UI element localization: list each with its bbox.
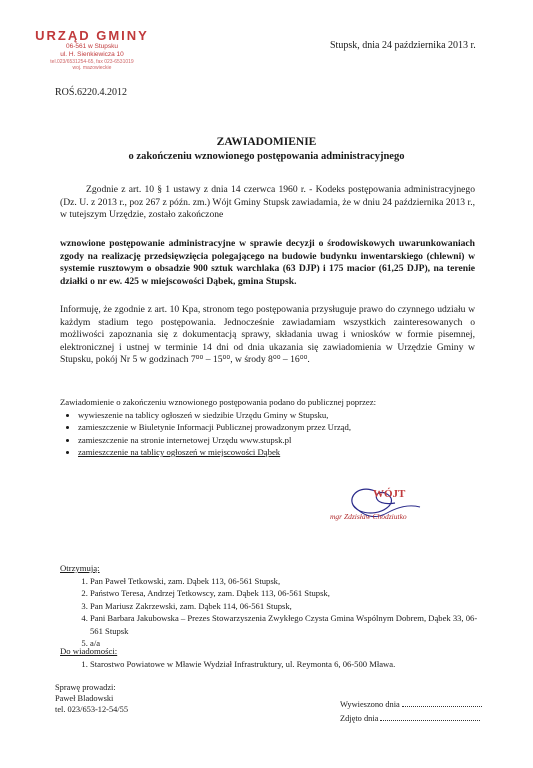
posting-row xyxy=(340,712,482,726)
document-subtitle: o zakończeniu wznowionego postępowania administracyjnego xyxy=(128,151,405,162)
handler-label: Sprawę prowadzi: xyxy=(55,683,116,692)
paragraph-rights: Informuję, że zgodnie z art. 10 Kpa, stronom tego postępowania przysługuje prawo do czynnego udziału w każdym stadium tego postępowania. Jednocześnie zawiadamiam wszystkich zainteresowanych o możliwości zapoznania się z dokumentacją sprawy, składania uwag i wniosków w formie pisemnej, elektronicznej i ustnej w terminie 14 dni od dnia ukazania się zawiadomienia w Urzędzie Gminy w Stupsku, pokój Nr 5 w godzinach 7⁰⁰ – 15⁰⁰, w środy 8⁰⁰ – 16⁰⁰. xyxy=(60,304,475,365)
removed-label: Zdjęto dnia xyxy=(340,714,379,723)
stamp-line: woj. mazowieckie xyxy=(72,65,112,71)
removed-line xyxy=(380,720,480,721)
paragraph-subject: wznowione postępowanie administracyjne w sprawie decyzji o środowiskowych uwarunkowaniach zgody na realizację przedsięwzięcia polegającego na budowie budynku inwentarskiego (chlewni) w systemie rusztowym o obsadzie 900 sztuk warchlaka (63 DJP) i 175 macior (61,25 DJP), na terenie działki o nr ew. 425 w miejscowości Dąbek, gmina Stupsk. xyxy=(60,238,475,287)
signature-mark xyxy=(325,473,435,543)
reference-number: ROŚ.6220.4.2012 xyxy=(55,87,127,98)
posted-line xyxy=(402,706,482,707)
stamp-name: URZĄD GMINY xyxy=(35,28,149,43)
signature-name: mgr Zdzisław Chodziutko xyxy=(330,512,407,521)
recipients-list xyxy=(60,575,480,650)
list-item: • zamieszczenie na stronie internetowej Urzędu www.stupsk.pl xyxy=(78,434,475,447)
list-item: 3. Pan Mariusz Zakrzewski, zam. Dąbek 114, 06-561 Stupsk, xyxy=(90,600,480,613)
publication-section xyxy=(60,396,475,459)
posting-row xyxy=(340,698,482,712)
stamp-line: 06-561 w Stupsku xyxy=(65,43,119,50)
stamp-line: ul. H. Sienkiewicza 10 xyxy=(60,51,124,58)
posting-info xyxy=(340,698,482,726)
list-item: 5. a/a xyxy=(90,637,480,650)
list-item: • wywieszenie na tablicy ogłoszeń w siedzibie Urzędu Gminy w Stupsku, xyxy=(78,409,475,422)
stamp-line: tel.023/6531254-65, fax 023-6531019 xyxy=(50,59,134,65)
document-date: Stupsk, dnia 24 października 2013 r. xyxy=(330,40,476,51)
list-item: 2. Państwo Teresa, Andrzej Tetkowscy, zam. Dąbek 113, 06-561 Stupsk, xyxy=(90,587,480,600)
signature-title: WÓJT xyxy=(373,488,406,500)
posted-label: Wywieszono dnia xyxy=(340,700,400,709)
handler-phone: tel. 023/653-12-54/55 xyxy=(55,705,129,714)
case-handler xyxy=(55,682,128,715)
list-item: 4. Pani Barbara Jakubowska – Prezes Stowarzyszenia Zwykłego Czysta Gmina Wspólnym Dobrem, Dąbek 33, 06-561 Stupsk xyxy=(90,612,480,637)
list-item: • zamieszczenie w Biuletynie Informacji Publicznej prowadzonym przez Urząd, xyxy=(78,421,475,434)
recipients-section xyxy=(60,562,480,650)
publication-intro: Zawiadomienie o zakończeniu wznowionego postępowania podano do publicznej poprzez: xyxy=(60,397,377,407)
document-title: ZAWIADOMIENIE xyxy=(216,136,317,148)
cc-section xyxy=(60,645,480,670)
publication-list xyxy=(60,409,475,459)
cc-header: Do wiadomości: xyxy=(60,646,118,656)
list-item: 1. Starostwo Powiatowe w Mławie Wydział Infrastruktury, ul. Reymonta 6, 06-500 Mława. xyxy=(90,658,480,671)
recipients-header: Otrzymują: xyxy=(60,563,100,573)
list-item: 1. Pan Paweł Tetkowski, zam. Dąbek 113, 06-561 Stupsk, xyxy=(90,575,480,588)
cc-list xyxy=(60,658,480,671)
list-item: • zamieszczenie na tablicy ogłoszeń w miejscowości Dąbek xyxy=(78,446,475,459)
office-stamp xyxy=(28,28,156,71)
handler-name: Paweł Bladowski xyxy=(55,694,114,703)
paragraph-intro: Zgodnie z art. 10 § 1 ustawy z dnia 14 czerwca 1960 r. - Kodeks postępowania administracyjnego (Dz. U. z 2013 r., poz 267 z późn. zm.) Wójt Gminy Stupsk zawiadamia, że w dniu 24 października 2013 r., w tutejszym Urzędzie, zostało zakończone xyxy=(60,184,475,220)
